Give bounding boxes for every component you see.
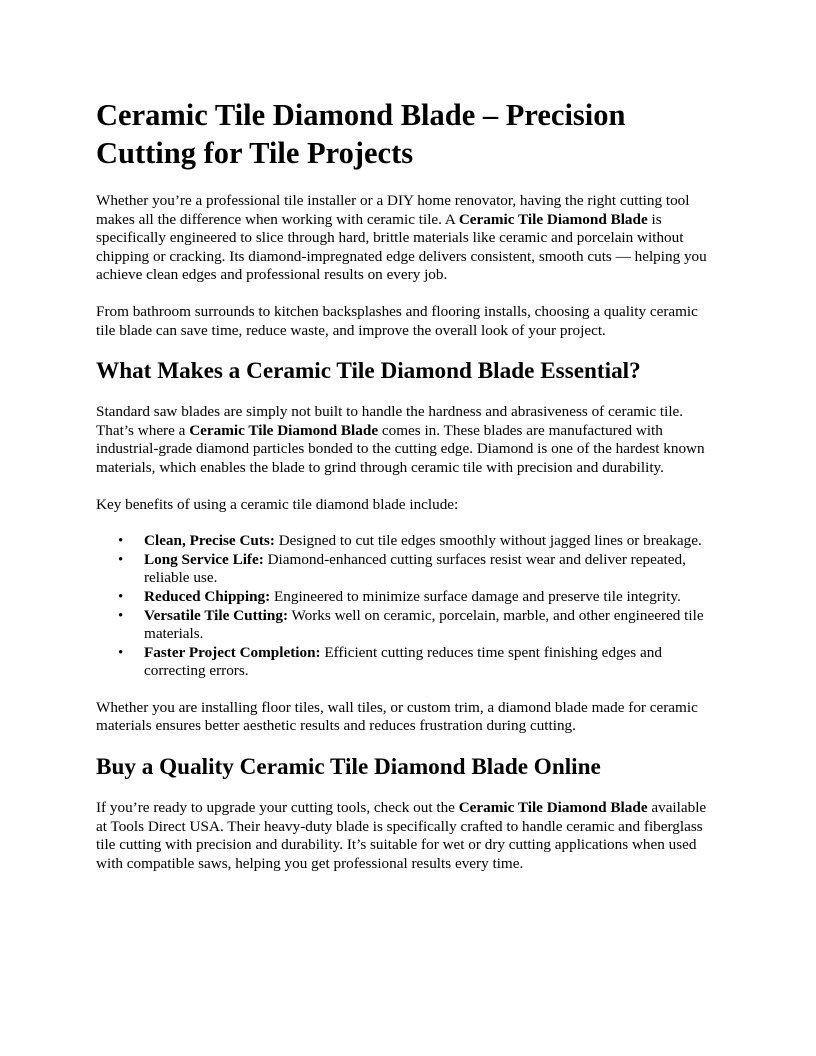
intro-bold-term: Ceramic Tile Diamond Blade xyxy=(458,210,648,228)
bullet-icon: • xyxy=(118,533,124,550)
benefit-text: Works well on ceramic, porcelain, marble, and other engineered tile materials. xyxy=(144,606,704,643)
bullet-icon: • xyxy=(118,607,124,624)
intro-text-1: Whether you’re a professional tile installer or a DIY home renovator, having the right cutting tool makes all the difference when working with ceramic tile. A xyxy=(96,192,690,228)
benefits-list xyxy=(96,532,720,681)
intro-paragraph-2: From bathroom surrounds to kitchen backsplashes and flooring installs, choosing a quality ceramic tile blade can save time, reduce waste, and improve the overall look of your project. xyxy=(96,302,698,339)
benefit-label: Faster Project Completion: xyxy=(144,643,321,661)
benefit-label: Versatile Tile Cutting: xyxy=(144,606,288,624)
bullet-icon: • xyxy=(118,588,124,605)
benefit-label: Long Service Life: xyxy=(144,550,264,568)
benefits-intro: Key benefits of using a ceramic tile diamond blade include: xyxy=(96,495,459,513)
list-item xyxy=(118,587,720,607)
benefit-text: Diamond-enhanced cutting surfaces resist wear and deliver repeated, reliable use. xyxy=(144,550,686,587)
section1-text-1: Standard saw blades are simply not built to handle the hardness and abrasiveness of ceramic tile. That’s where a xyxy=(96,403,684,439)
section2-bold-term: Ceramic Tile Diamond Blade xyxy=(458,799,648,817)
section2-text-1: If you’re ready to upgrade your cutting tools, check out the xyxy=(96,799,459,817)
section1-text-2: comes in. These blades are manufactured with industrial-grade diamond particles bonded to the cutting edge. Diamond is one of the hardest known materials, which enables the blade to grind through ceramic tile with precision and durability. xyxy=(96,421,705,476)
bullet-icon: • xyxy=(118,644,124,661)
section2-paragraph xyxy=(96,799,720,873)
list-item xyxy=(118,532,720,551)
section1-bold-term: Ceramic Tile Diamond Blade xyxy=(189,421,379,439)
section2-text-2: available at Tools Direct USA. Their heavy-duty blade is specifically crafted to handle ceramic and fiberglass tile cutting with precision and durability. It’s suitable for wet or dry cutting applications when used with compatible saws, helping you get professional results every time. xyxy=(96,799,707,872)
page-title: Ceramic Tile Diamond Blade – Precision Cutting for Tile Projects xyxy=(96,98,626,170)
section-heading-buy-online: Buy a Quality Ceramic Tile Diamond Blade Online xyxy=(96,754,601,781)
section1-paragraph xyxy=(96,403,720,477)
benefit-text: Engineered to minimize surface damage and preserve tile integrity. xyxy=(270,587,681,605)
benefit-text: Efficient cutting reduces time spent finishing edges and correcting errors. xyxy=(144,643,662,680)
bullet-icon: • xyxy=(118,551,124,568)
benefit-text: Designed to cut tile edges smoothly without jagged lines or breakage. xyxy=(274,532,702,550)
intro-text-2: is specifically engineered to slice through hard, brittle materials like ceramic and porcelain without chipping or cracking. Its diamond-impregnated edge delivers consistent, smooth cuts — helping you achieve clean edges and professional results on every job. xyxy=(96,210,707,284)
benefit-label: Reduced Chipping: xyxy=(144,587,271,605)
list-item xyxy=(118,550,720,588)
section1-closing: Whether you are installing floor tiles, wall tiles, or custom trim, a diamond blade made for ceramic materials ensures better aesthetic results and reduces frustration during cutting. xyxy=(96,698,698,735)
benefit-label: Clean, Precise Cuts: xyxy=(144,532,275,550)
intro-paragraph-1 xyxy=(96,192,720,285)
list-item xyxy=(118,606,720,644)
list-item xyxy=(118,643,720,681)
section-heading-essential: What Makes a Ceramic Tile Diamond Blade Essential? xyxy=(96,358,641,385)
document-page xyxy=(96,96,720,891)
